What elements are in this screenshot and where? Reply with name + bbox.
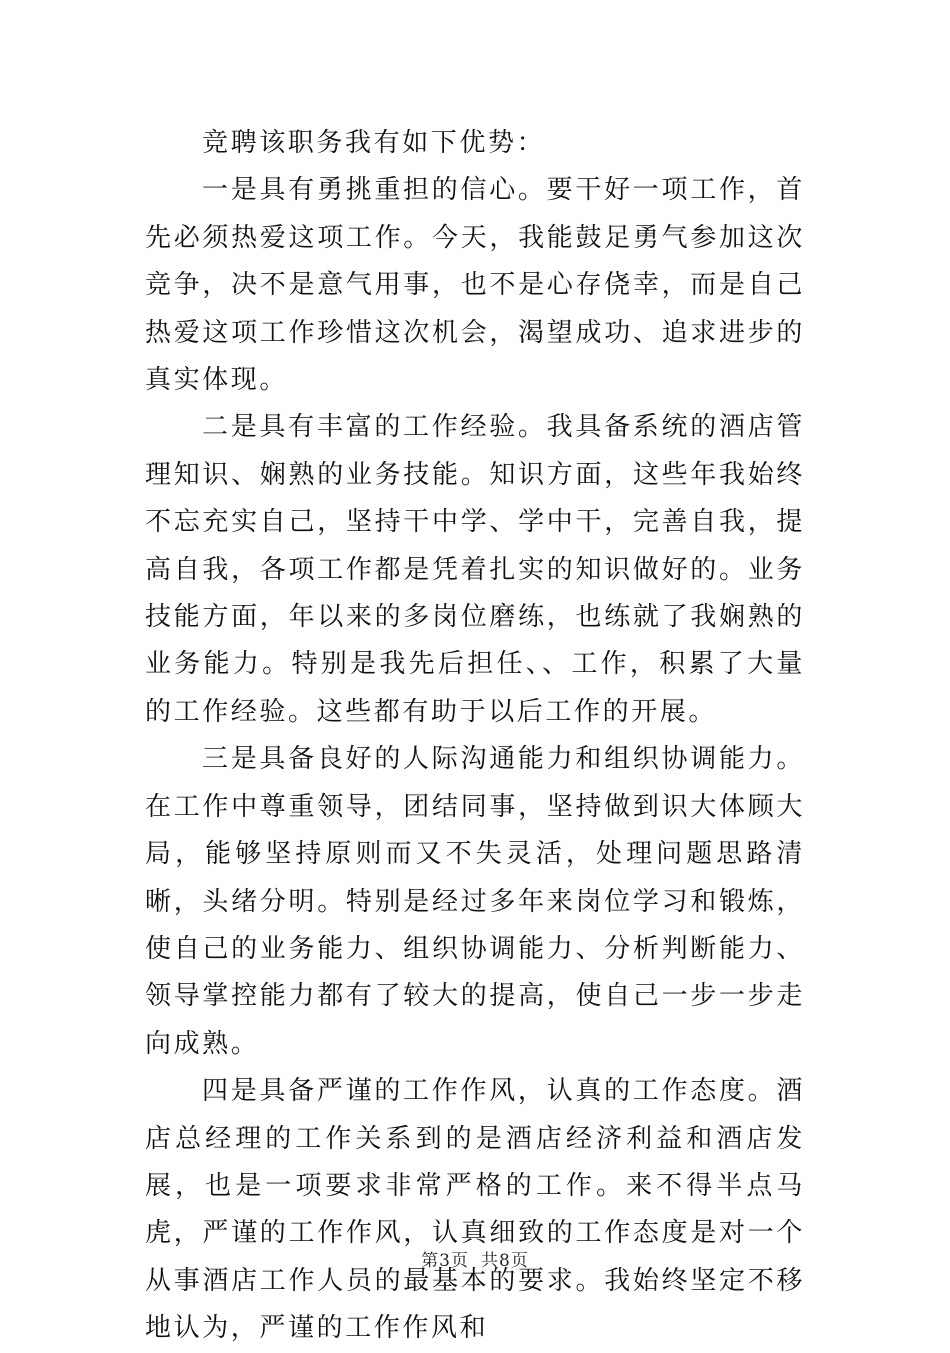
page-total: 共8页 [481,1251,529,1271]
page-footer [0,1246,950,1271]
document-body [145,120,805,1353]
paragraph-communication: 三是具备良好的人际沟通能力和组织协调能力。在工作中尊重领导，团结同事，坚持做到识大体顾大局，能够坚持原则而又不失灵活，处理问题思路清晰，头绪分明。特别是经过多年来岗位学习和锻炼，使自己的业务能力、组织协调能力、分析判断能力、领导掌控能力都有了较大的提高，使自己一步一步走向成熟。 [145,744,805,1059]
paragraph-experience: 二是具有丰富的工作经验。我具备系统的酒店管理知识、娴熟的业务技能。知识方面，这些年我始终不忘充实自己，坚持干中学、学中干，完善自我，提高自我，各项工作都是凭着扎实的知识做好的。业务技能方面，年以来的多岗位磨练，也练就了我娴熟的业务能力。特别是我先后担任、、工作，积累了大量的工作经验。这些都有助于以后工作的开展。 [145,412,805,727]
paragraph-work-style: 四是具备严谨的工作作风，认真的工作态度。酒店总经理的工作关系到的是酒店经济利益和酒店发展，也是一项要求非常严格的工作。来不得半点马虎，严谨的工作作风，认真细致的工作态度是对一个从事酒店工作人员的最基本的要求。我始终坚定不移地认为，严谨的工作作风和 [145,1076,805,1344]
paragraph-confidence: 一是具有勇挑重担的信心。要干好一项工作，首先必须热爱这项工作。今天，我能鼓足勇气参加这次竞争，决不是意气用事，也不是心存侥幸，而是自己热爱这项工作珍惜这次机会，渴望成功、追求进步的真实体现。 [145,175,805,396]
paragraph-advantages-intro: 竞聘该职务我有如下优势： [202,128,546,158]
page-number: 第3页 [421,1251,469,1271]
